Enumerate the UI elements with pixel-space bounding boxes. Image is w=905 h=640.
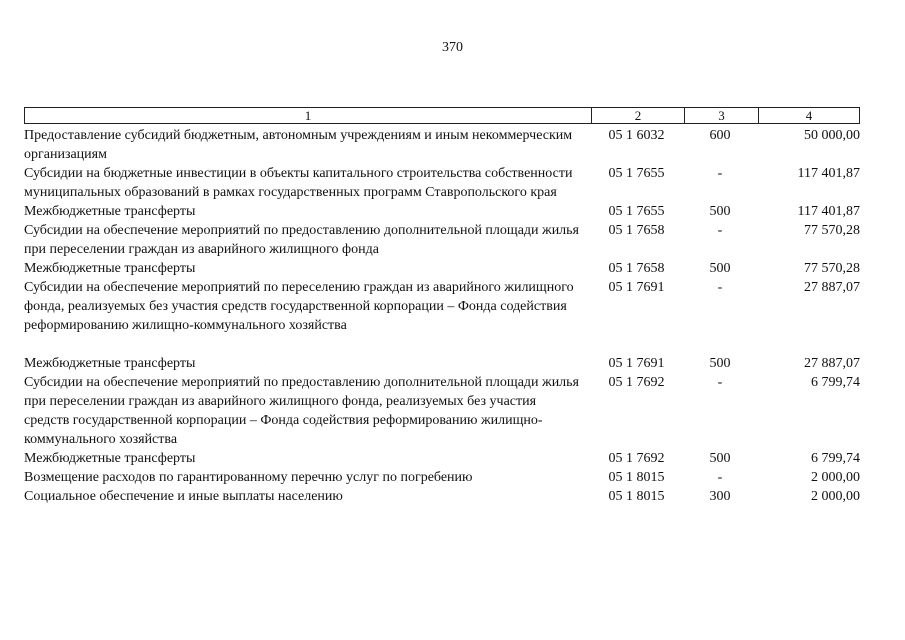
row-amount: 2 000,00 xyxy=(811,489,860,504)
table-row xyxy=(24,221,860,259)
row-type: - xyxy=(717,470,723,485)
table-row xyxy=(24,449,860,468)
row-amount: 6 799,74 xyxy=(811,375,860,390)
table-row xyxy=(24,373,860,449)
row-description: Межбюджетные трансферты xyxy=(24,451,196,466)
header-col-2: 2 xyxy=(591,108,684,123)
row-code: 05 1 7692 xyxy=(608,375,665,390)
row-amount: 50 000,00 xyxy=(804,128,860,143)
table-row xyxy=(24,126,860,164)
row-description: Межбюджетные трансферты xyxy=(24,261,196,276)
row-code: 05 1 8015 xyxy=(608,489,665,504)
row-type: 500 xyxy=(709,204,731,219)
row-amount: 117 401,87 xyxy=(797,166,860,181)
page-number: 370 xyxy=(442,40,463,55)
row-description: Межбюджетные трансферты xyxy=(24,356,196,371)
header-col-3: 3 xyxy=(684,108,758,123)
row-code: 05 1 6032 xyxy=(608,128,665,143)
row-description: Социальное обеспечение и иные выплаты населению xyxy=(24,489,343,504)
table-row xyxy=(24,354,860,373)
header-col-4: 4 xyxy=(758,108,859,123)
row-amount: 77 570,28 xyxy=(804,223,860,238)
row-amount: 2 000,00 xyxy=(811,470,860,485)
row-code: 05 1 7692 xyxy=(608,451,665,466)
row-type: - xyxy=(717,223,723,238)
row-description: Субсидии на бюджетные инвестиции в объекты капитального строительства собственности муниципальных образований в рамках государственных программ Ставропольского края xyxy=(24,166,573,200)
header-col-1: 1 xyxy=(304,108,312,123)
row-type: 300 xyxy=(709,489,731,504)
row-amount: 77 570,28 xyxy=(804,261,860,276)
row-amount: 27 887,07 xyxy=(804,356,860,371)
row-code: 05 1 7655 xyxy=(608,204,665,219)
row-code: 05 1 7655 xyxy=(608,166,665,181)
row-description: Субсидии на обеспечение мероприятий по предоставлению дополнительной площади жилья при переселении граждан из аварийного жилищного фонда xyxy=(24,223,579,257)
row-description: Возмещение расходов по гарантированному перечню услуг по погребению xyxy=(24,470,473,485)
row-description: Субсидии на обеспечение мероприятий по предоставлению дополнительной площади жилья при переселении граждан из аварийного жилищного фонда, реализуемых без участия средств государственной корпорации – Фонда содействия реформированию жилищно-коммунального хозяйства xyxy=(24,375,579,447)
row-type: - xyxy=(717,166,723,181)
row-code: 05 1 7658 xyxy=(608,223,665,238)
row-type: 600 xyxy=(709,128,731,143)
row-type: 500 xyxy=(709,356,731,371)
table-header xyxy=(24,107,860,124)
row-type: 500 xyxy=(709,451,731,466)
row-amount: 27 887,07 xyxy=(804,280,860,295)
row-description: Субсидии на обеспечение мероприятий по переселению граждан из аварийного жилищного фонда, реализуемых без участия средств государственной корпорации – Фонда содействия реформированию жилищно-коммунального хозяйства xyxy=(24,280,574,333)
row-description: Предоставление субсидий бюджетным, автономным учреждениям и иным некоммерческим организациям xyxy=(24,128,573,162)
table-row xyxy=(24,278,860,335)
table-body xyxy=(24,126,860,506)
row-type: - xyxy=(717,375,723,390)
row-code: 05 1 7691 xyxy=(608,356,665,371)
table-row xyxy=(24,164,860,202)
row-amount: 6 799,74 xyxy=(811,451,860,466)
table-row xyxy=(24,259,860,278)
row-type: 500 xyxy=(709,261,731,276)
row-description: Межбюджетные трансферты xyxy=(24,204,196,219)
row-amount: 117 401,87 xyxy=(797,204,860,219)
table-row xyxy=(24,487,860,506)
row-code: 05 1 7691 xyxy=(608,280,665,295)
row-code: 05 1 8015 xyxy=(608,470,665,485)
row-type: - xyxy=(717,280,723,295)
row-code: 05 1 7658 xyxy=(608,261,665,276)
table-row xyxy=(24,468,860,487)
table-row xyxy=(24,202,860,221)
